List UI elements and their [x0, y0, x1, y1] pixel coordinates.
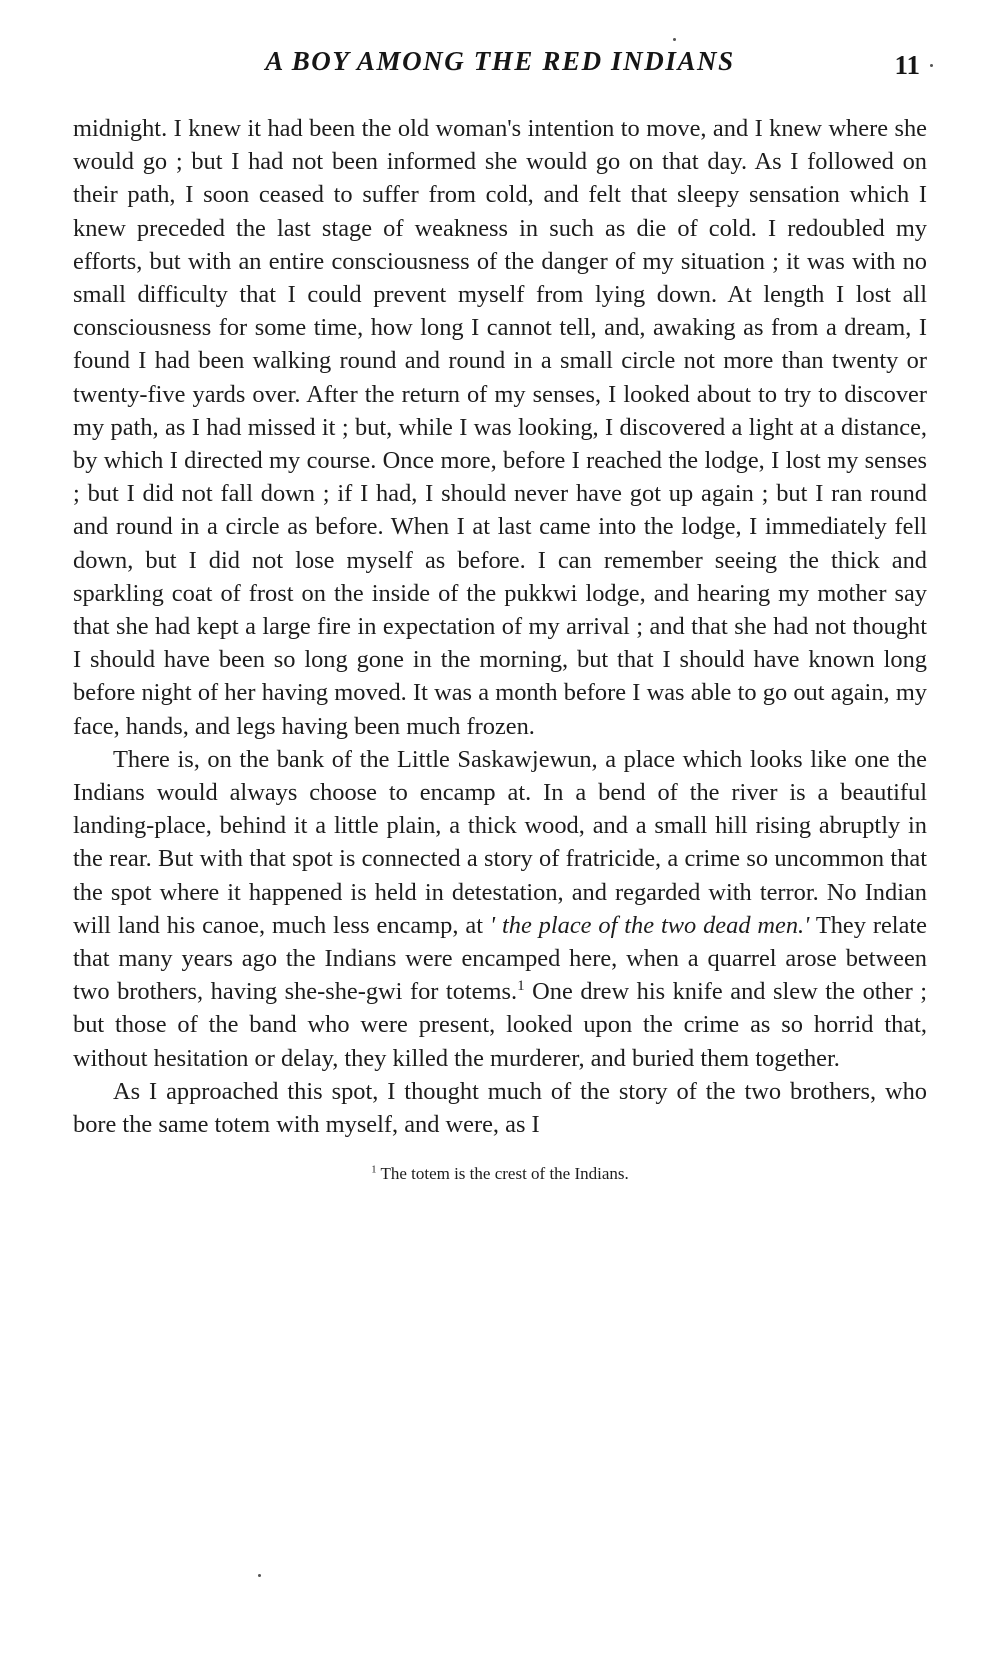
paragraph-2-tail2: One drew his knife and slew the other ; but those of the band who were present, looked upon the crime as so horrid that, without hesitation or delay, they killed the murderer, and buried them together. — [73, 978, 927, 1072]
paragraph-2-lead: There is, on the bank of the Little Saskawjewun, a place which looks like one the Indians would always choose to encamp at. In a bend of the river is a beautiful landing-place, behind it a little plain, a thick wood, and a small hill rising abruptly in the rear. But with that spot is connected a story of fratricide, a crime so uncommon that the spot where it happened is held in detestation, and regarded with terror. No Indian will land his canoe, much less encamp, at — [73, 745, 927, 939]
print-speck — [930, 64, 933, 67]
footnote — [73, 1163, 927, 1185]
footnote-text: The totem is the crest of the Indians. — [376, 1164, 629, 1184]
quoted-phrase: ' the place of the two dead men.' — [489, 911, 810, 939]
running-head — [72, 46, 928, 98]
print-speck — [673, 38, 676, 41]
paragraph-2 — [73, 743, 927, 1075]
body-text — [73, 112, 927, 1141]
paragraph-1: midnight. I knew it had been the old woman's intention to move, and I knew where she would go ; but I had not been informed she would go on that day. As I followed on their path, I soon ceased to suffer from cold, and felt that sleepy sensation which I knew preceded the last stage of weakness in such as die of cold. I redoubled my efforts, but with an entire consciousness of the danger of my situation ; it was with no small difficulty that I could prevent myself from lying down. At length I lost all consciousness for some time, how long I cannot tell, and, awaking as from a dream, I found I had been walking round and round in a small circle not more than twenty or twenty-five yards over. After the return of my senses, I looked about to try to discover my path, as I had missed it ; but, while I was looking, I discovered a light at a distance, by which I directed my course. Once more, before I reached the lodge, I lost my senses ; but I did not fall down ; if I had, I should never have got up again ; but I ran round and round in a circle as before. When I at last came into the lodge, I immediately fell down, but I did not lose myself as before. I can remember seeing the thick and sparkling coat of frost on the inside of the pukkwi lodge, and hearing my mother say that she had kept a large fire in expectation of my arrival ; and that she had not thought I should have been so long gone in the morning, but that I should have known long before night of her having moved. It was a month before I was able to go out again, my face, hands, and legs having been much frozen. — [73, 115, 927, 740]
footnote-number: 1 — [371, 1164, 377, 1176]
print-speck — [258, 1574, 261, 1577]
paragraph-3: As I approached this spot, I thought much of the story of the two brothers, who bore the same totem with myself, and were, as I — [73, 1077, 927, 1139]
footnote-marker: 1 — [517, 978, 525, 995]
page-title: A BOY AMONG THE RED INDIANS — [265, 46, 735, 76]
paragraph-2-tail: They relate that many years ago the Indians were encamped here, when a quarrel arose between two brothers, having she-she-gwi for totems. — [73, 911, 927, 1006]
page-number: 11 — [894, 50, 920, 80]
